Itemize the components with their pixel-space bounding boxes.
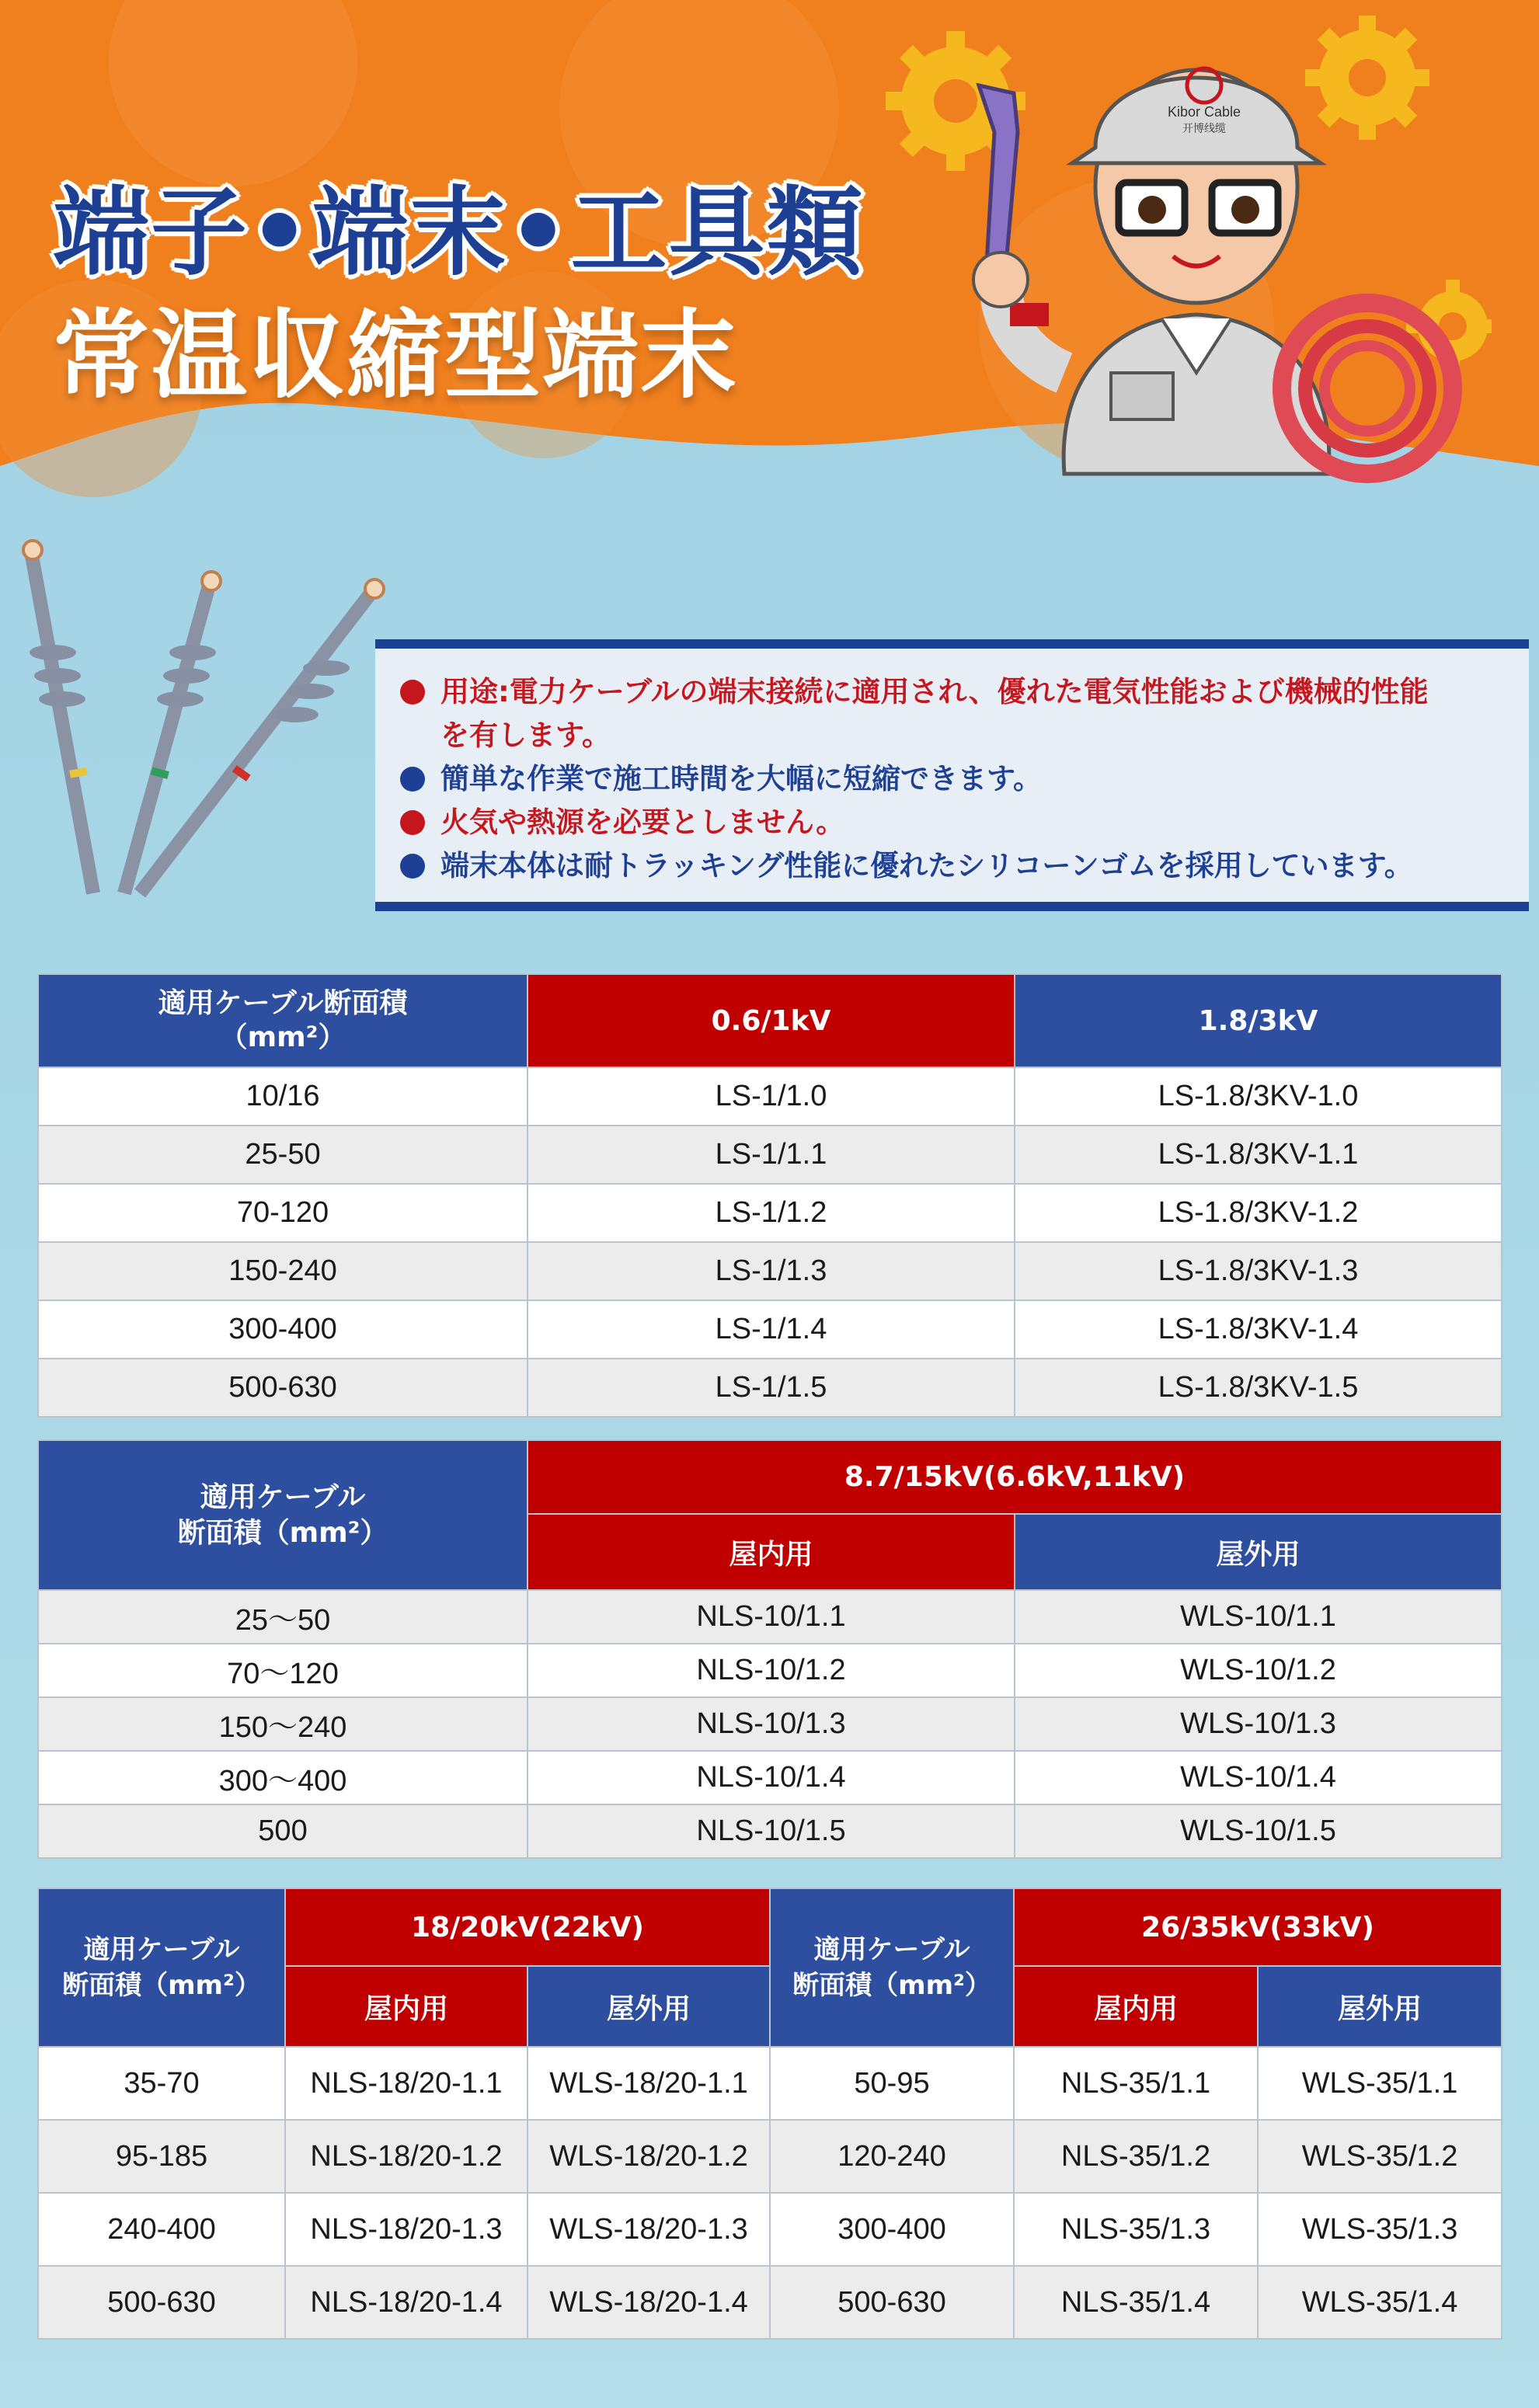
header-outdoor-b: 屋外用	[1258, 1966, 1502, 2047]
header-voltage-18-20kv: 18/20kV(22kV)	[285, 1888, 770, 1966]
table-cell: WLS-10/1.1	[1015, 1590, 1502, 1644]
spec-table-high-voltage	[37, 1888, 1502, 2340]
table-cell: 500	[38, 1804, 528, 1858]
bullet-dot-icon	[400, 854, 425, 879]
table-cell: LS-1.8/3KV-1.3	[1015, 1242, 1502, 1300]
table-row	[38, 1697, 1502, 1751]
header-indoor-a: 屋内用	[285, 1966, 528, 2047]
spec-table-low-voltage	[37, 973, 1502, 1418]
table-row	[38, 2266, 1502, 2339]
table-cell: NLS-18/20-1.1	[285, 2047, 528, 2120]
table-cell: LS-1/1.1	[528, 1126, 1015, 1184]
header-indoor-b: 屋内用	[1014, 1966, 1258, 2047]
header-banner	[0, 0, 1539, 497]
table-cell: LS-1/1.0	[528, 1067, 1015, 1126]
table-cell: NLS-18/20-1.2	[285, 2120, 528, 2193]
table-cell: LS-1/1.2	[528, 1184, 1015, 1242]
table-cell: 300～400	[38, 1751, 528, 1804]
table-cell: LS-1/1.4	[528, 1300, 1015, 1359]
bullet-dot-icon	[400, 810, 425, 835]
table-cell: 95-185	[38, 2120, 285, 2193]
table-cell: 10/16	[38, 1067, 528, 1126]
header-voltage-8.7-15kv: 8.7/15kV(6.6kV,11kV)	[528, 1440, 1502, 1514]
cold-shrink-termination-image	[16, 536, 388, 909]
table-cell: WLS-35/1.1	[1258, 2047, 1502, 2120]
table-cell: LS-1.8/3KV-1.0	[1015, 1067, 1502, 1126]
table-cell: 150～240	[38, 1697, 528, 1751]
table-row	[38, 2120, 1502, 2193]
feature-item: 火気や熱源を必要としません。	[400, 801, 1529, 844]
table-cell: NLS-10/1.4	[528, 1751, 1015, 1804]
table-cell: 500-630	[770, 2266, 1014, 2339]
feature-item: 端末本体は耐トラッキング性能に優れたシリコーンゴムを採用しています。	[400, 844, 1529, 888]
header-cable-area: 適用ケーブル 断面積（mm²）	[38, 1440, 528, 1590]
feature-list-box	[375, 639, 1529, 911]
engineer-mascot-illustration	[886, 8, 1492, 489]
table-row	[38, 1359, 1502, 1417]
table-row	[38, 1644, 1502, 1697]
table-row	[38, 1804, 1502, 1858]
page-title: 端子•端末•工具類	[53, 177, 865, 289]
header-indoor: 屋内用	[528, 1514, 1015, 1590]
feature-item: 簡単な作業で施工時間を大幅に短縮できます。	[400, 757, 1529, 801]
table-cell: 500-630	[38, 2266, 285, 2339]
table-cell: NLS-10/1.5	[528, 1804, 1015, 1858]
header-cable-area-b: 適用ケーブル 断面積（mm²）	[770, 1888, 1014, 2047]
table-cell: WLS-10/1.2	[1015, 1644, 1502, 1697]
table-cell: LS-1/1.5	[528, 1359, 1015, 1417]
table-cell: WLS-10/1.4	[1015, 1751, 1502, 1804]
kibor-logo-subtext: 开博线缆	[1182, 123, 1226, 135]
table-cell: 240-400	[38, 2193, 285, 2266]
table-cell: NLS-35/1.2	[1014, 2120, 1258, 2193]
table-cell: WLS-35/1.3	[1258, 2193, 1502, 2266]
header-cable-area-a: 適用ケーブル 断面積（mm²）	[38, 1888, 285, 2047]
kibor-logo-text: Kibor Cable	[1167, 104, 1241, 120]
bullet-dot-icon	[400, 767, 425, 792]
table-cell: LS-1.8/3KV-1.4	[1015, 1300, 1502, 1359]
feature-item-continuation: を有します。	[440, 719, 611, 752]
table-cell: 70～120	[38, 1644, 528, 1697]
table-cell: NLS-10/1.1	[528, 1590, 1015, 1644]
table-row	[38, 2047, 1502, 2120]
table-cell: NLS-35/1.4	[1014, 2266, 1258, 2339]
table-cell: NLS-10/1.2	[528, 1644, 1015, 1697]
table-cell: NLS-10/1.3	[528, 1697, 1015, 1751]
table-cell: WLS-18/20-1.1	[528, 2047, 770, 2120]
page-subtitle: 常温収縮型端末	[53, 300, 739, 412]
table-row	[38, 1184, 1502, 1242]
table-cell: WLS-18/20-1.3	[528, 2193, 770, 2266]
table-cell: 300-400	[770, 2193, 1014, 2266]
table-cell: 70-120	[38, 1184, 528, 1242]
header-cable-area: 適用ケーブル断面積 （mm²）	[38, 974, 528, 1067]
header-outdoor-a: 屋外用	[528, 1966, 770, 2047]
table-row	[38, 1126, 1502, 1184]
header-outdoor: 屋外用	[1015, 1514, 1502, 1590]
feature-item: 用途:電力ケーブルの端末接続に適用され、優れた電気性能および機械的性能	[400, 670, 1529, 714]
table-cell: LS-1/1.3	[528, 1242, 1015, 1300]
table-cell: NLS-18/20-1.4	[285, 2266, 528, 2339]
table-cell: NLS-35/1.1	[1014, 2047, 1258, 2120]
table-cell: WLS-18/20-1.4	[528, 2266, 770, 2339]
table-row	[38, 1300, 1502, 1359]
spec-table-15kv	[37, 1439, 1502, 1859]
table-cell: LS-1.8/3KV-1.2	[1015, 1184, 1502, 1242]
table-cell: 150-240	[38, 1242, 528, 1300]
table-cell: 120-240	[770, 2120, 1014, 2193]
table-row	[38, 1242, 1502, 1300]
table-row	[38, 2193, 1502, 2266]
table-cell: LS-1.8/3KV-1.5	[1015, 1359, 1502, 1417]
header-voltage-26-35kv: 26/35kV(33kV)	[1014, 1888, 1502, 1966]
table-row	[38, 1590, 1502, 1644]
table-cell: NLS-35/1.3	[1014, 2193, 1258, 2266]
header-voltage-0.6-1kv: 0.6/1kV	[528, 974, 1015, 1067]
table-cell: WLS-10/1.3	[1015, 1697, 1502, 1751]
table-cell: LS-1.8/3KV-1.1	[1015, 1126, 1502, 1184]
table-cell: 300-400	[38, 1300, 528, 1359]
bullet-dot-icon	[400, 680, 425, 705]
table-cell: WLS-10/1.5	[1015, 1804, 1502, 1858]
table-cell: WLS-35/1.4	[1258, 2266, 1502, 2339]
table-cell: 25～50	[38, 1590, 528, 1644]
table-cell: 25-50	[38, 1126, 528, 1184]
table-cell: 500-630	[38, 1359, 528, 1417]
table-row	[38, 1751, 1502, 1804]
table-cell: 35-70	[38, 2047, 285, 2120]
table-cell: NLS-18/20-1.3	[285, 2193, 528, 2266]
table-cell: WLS-35/1.2	[1258, 2120, 1502, 2193]
table-cell: WLS-18/20-1.2	[528, 2120, 770, 2193]
header-voltage-1.8-3kv: 1.8/3kV	[1015, 974, 1502, 1067]
table-row	[38, 1067, 1502, 1126]
table-cell: 50-95	[770, 2047, 1014, 2120]
